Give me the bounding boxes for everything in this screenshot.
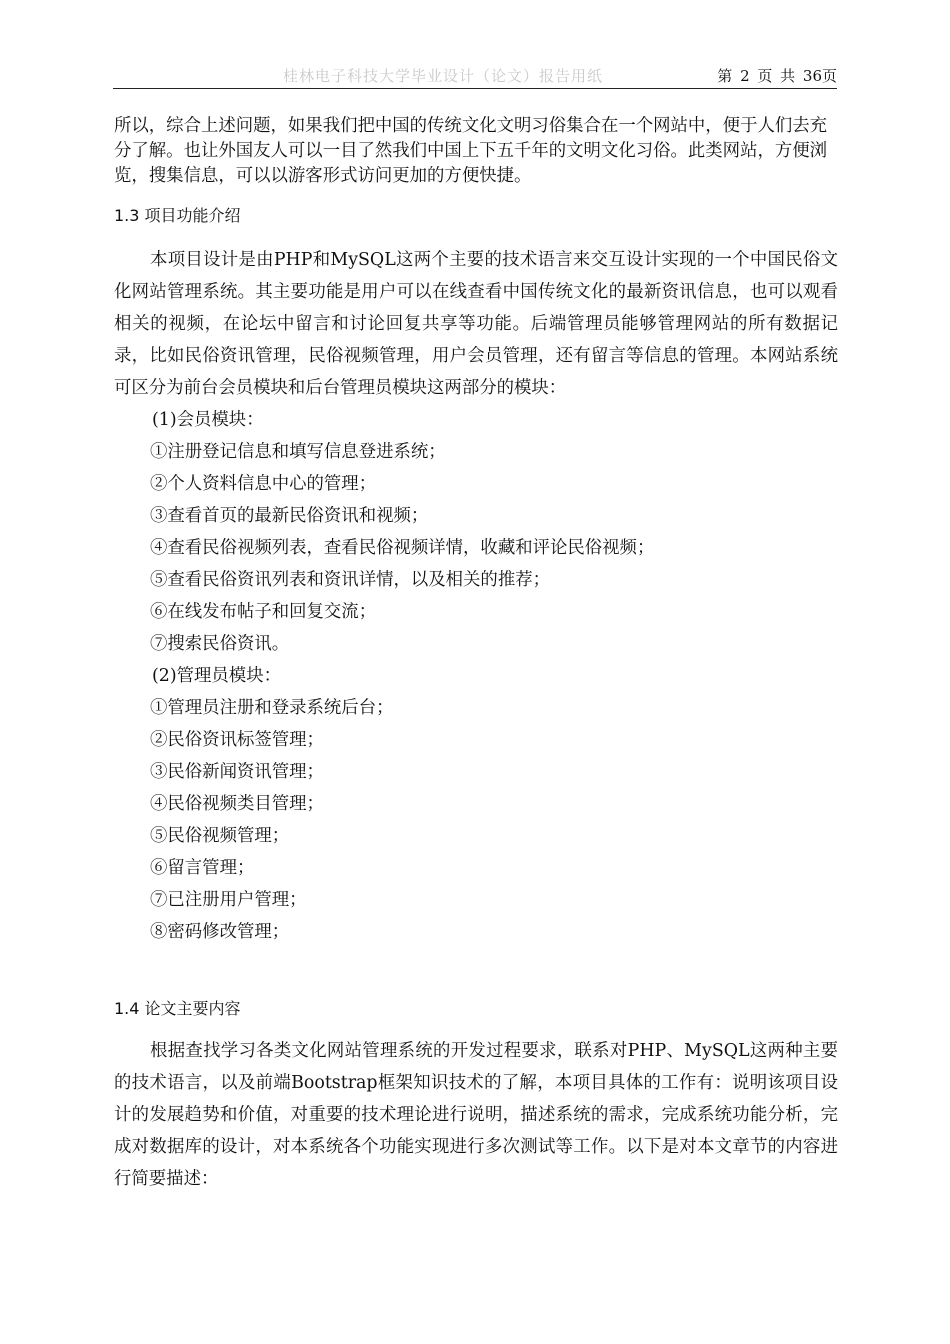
list-item: ⑥在线发布帖子和回复交流； <box>150 602 377 622</box>
list-item: ⑧密码修改管理； <box>150 922 290 942</box>
list-item: ③查看首页的最新民俗资讯和视频； <box>150 506 429 526</box>
page-header <box>113 62 837 89</box>
header-page-info: 第 2 页 共 36页 <box>717 67 837 85</box>
section-heading-1-3: 1.3 项目功能介绍 <box>114 206 241 225</box>
list-item: ④查看民俗视频列表，查看民俗视频详情，收藏和评论民俗视频； <box>150 538 655 558</box>
module-list <box>114 404 838 948</box>
header-title: 桂林电子科技大学毕业设计（论文）报告用纸 <box>283 67 604 85</box>
list-item: ①注册登记信息和填写信息登进系统； <box>150 442 446 462</box>
list-item: ⑤查看民俗资讯列表和资讯详情，以及相关的推荐； <box>150 570 550 590</box>
section-heading-1-4: 1.4 论文主要内容 <box>114 999 241 1018</box>
list-item: ①管理员注册和登录系统后台； <box>150 698 394 718</box>
list-item: ⑤民俗视频管理； <box>150 826 290 846</box>
list-item: ④民俗视频类目管理； <box>150 794 324 814</box>
page-content <box>114 114 838 1195</box>
list-item: ②个人资料信息中心的管理； <box>150 474 377 494</box>
intro-paragraph: 所以，综合上述问题，如果我们把中国的传统文化文明习俗集合在一个网站中，便于人们去充分了解。也让外国友人可以一目了然我们中国上下五千年的文明文化习俗。此类网站，方便浏览，搜集信息，可以以游客形式访问更加的方便快捷。 <box>114 116 828 186</box>
list-item: ③民俗新闻资讯管理； <box>150 762 324 782</box>
list-item: ⑦搜索民俗资讯。 <box>150 634 290 654</box>
list-item: ⑦已注册用户管理； <box>150 890 307 910</box>
section-1-4-paragraph: 根据查找学习各类文化网站管理系统的开发过程要求，联系对PHP、MySQL这两种主要的技术语言，以及前端Bootstrap框架知识技术的了解，本项目具体的工作有：说明该项目设计的发展趋势和价值，对重要的技术理论进行说明，描述系统的需求，完成系统功能分析，完成对数据库的设计，对本系统各个功能实现进行多次测试等工作。以下是对本文章节的内容进行简要描述： <box>114 1041 838 1189</box>
list-item: ⑥留言管理； <box>150 858 255 878</box>
list-item: (2)管理员模块： <box>152 666 281 686</box>
section-1-3-paragraph: 本项目设计是由PHP和MySQL这两个主要的技术语言来交互设计实现的一个中国民俗文化网站管理系统。其主要功能是用户可以在线查看中国传统文化的最新资讯信息，也可以观看相关的视频，在论坛中留言和讨论回复共享等功能。后端管理员能够管理网站的所有数据记录，比如民俗资讯管理，民俗视频管理，用户会员管理，还有留言等信息的管理。本网站系统可区分为前台会员模块和后台管理员模块这两部分的模块： <box>114 250 838 398</box>
list-item: (1)会员模块： <box>152 410 264 430</box>
list-item: ②民俗资讯标签管理； <box>150 730 324 750</box>
